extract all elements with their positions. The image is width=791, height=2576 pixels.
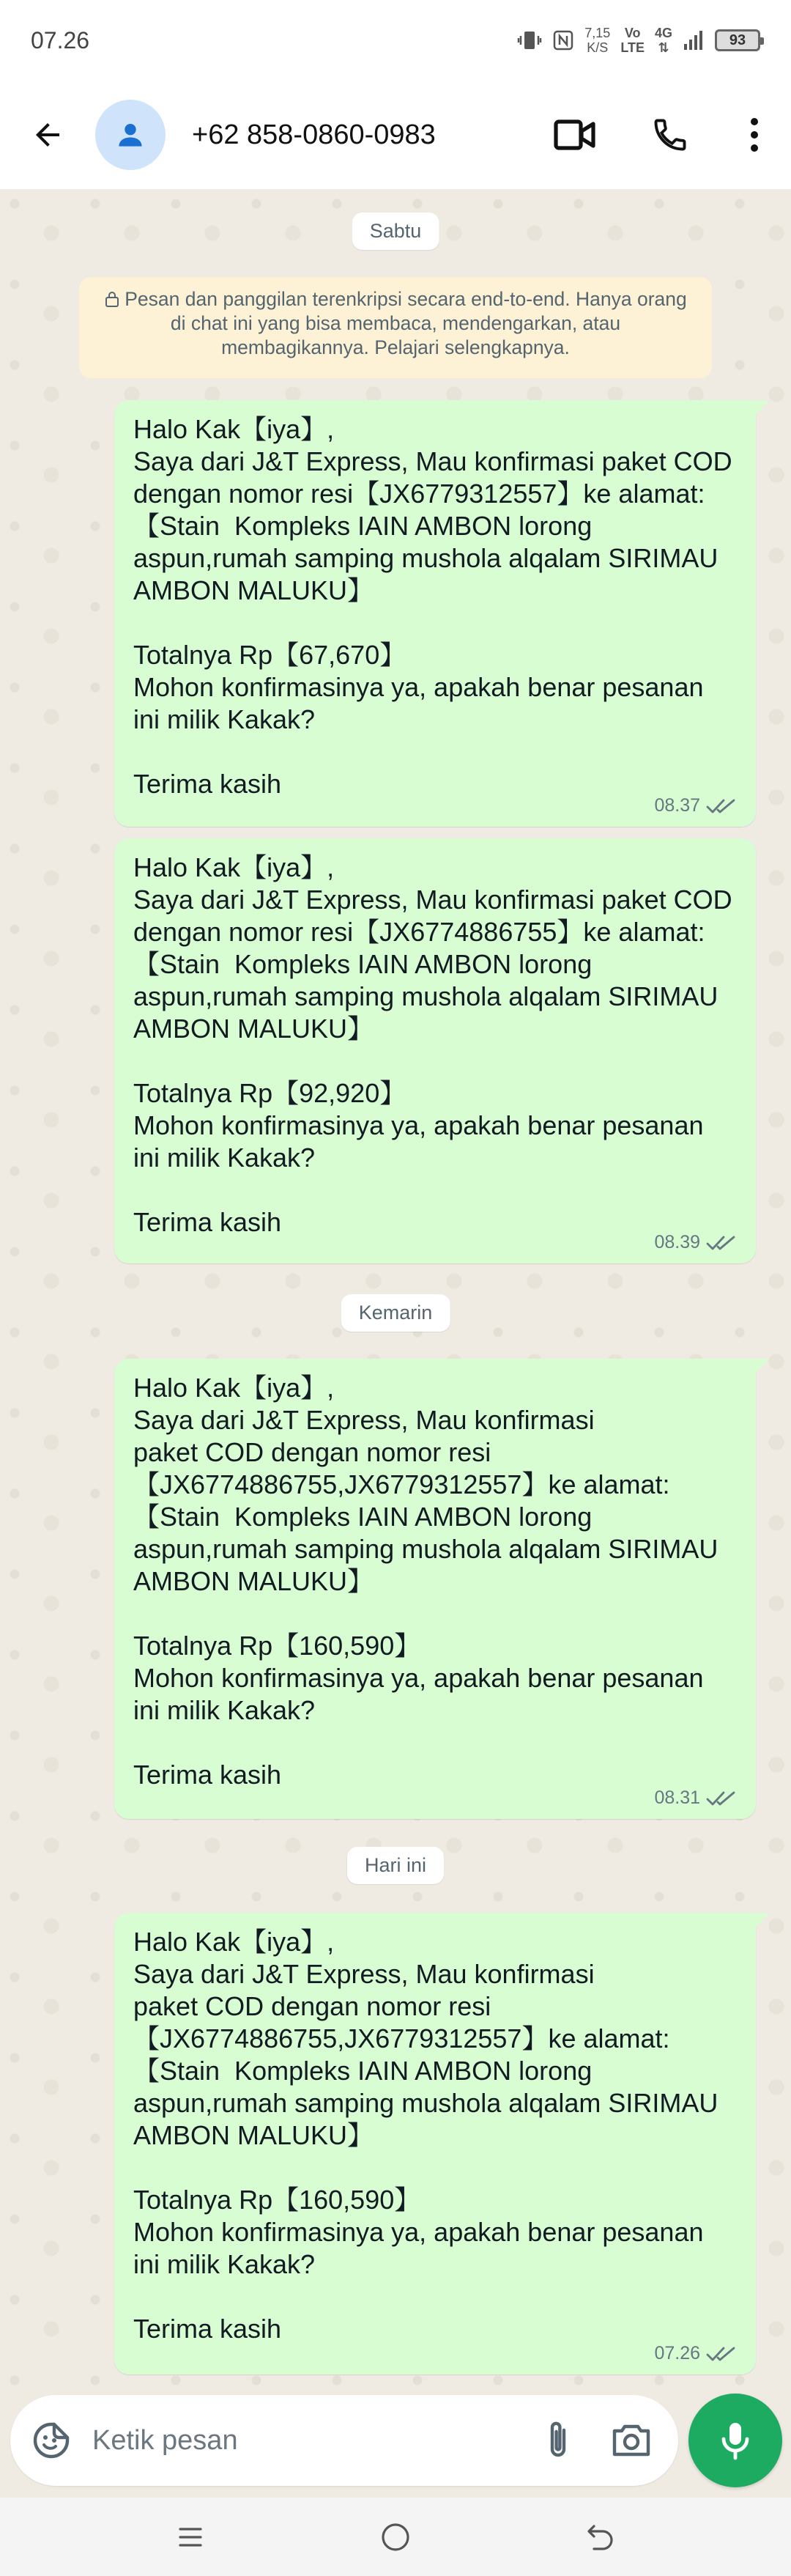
recent-apps-button[interactable] xyxy=(157,2504,223,2570)
volte-indicator xyxy=(620,26,645,55)
status-bar xyxy=(0,0,791,81)
signal-arrows: ⇅ xyxy=(658,40,669,55)
double-check-icon xyxy=(706,1234,738,1252)
message-composer xyxy=(10,2395,678,2486)
date-chip: Hari ini xyxy=(347,1847,444,1884)
message-time: 08.39 xyxy=(654,1232,700,1252)
system-navigation-bar xyxy=(0,2498,791,2576)
more-options-button[interactable] xyxy=(718,81,791,189)
message-time: 08.37 xyxy=(654,795,700,816)
message-meta xyxy=(654,1232,738,1253)
lock-icon xyxy=(104,290,120,308)
back-button[interactable] xyxy=(0,81,95,189)
avatar[interactable] xyxy=(95,100,166,170)
arrow-left-icon xyxy=(30,117,65,152)
chat-area[interactable] xyxy=(0,189,791,2395)
person-icon xyxy=(114,119,146,151)
message-meta xyxy=(654,2343,738,2364)
input-bar xyxy=(0,2395,791,2498)
network-label: 4G xyxy=(654,26,672,40)
status-time: 07.26 xyxy=(31,26,90,53)
chat-header xyxy=(0,81,791,189)
message-text: Halo Kak【iya】, Saya dari J&T Express, Mau konfirmasi paket COD dengan nomor resi【JX6779312557】ke alamat: 【Stain Kompleks IAIN AMBON lorong aspun,rumah samping mushola alqalam SIRIMAU AMBON MALUKU】 Totalnya Rp【67,670】 Mohon konfirmasinya ya, apakah benar pesanan ini milik Kakak? Terima kasih xyxy=(133,414,732,799)
net-speed-unit: K/S xyxy=(587,40,609,55)
volte-top: Vo xyxy=(624,26,641,40)
attach-button[interactable] xyxy=(521,2395,595,2486)
message-text: Halo Kak【iya】, Saya dari J&T Express, Mau konfirmasi paket COD dengan nomor resi【JX6774886755】ke alamat: 【Stain Kompleks IAIN AMBON lorong aspun,rumah samping mushola alqalam SIRIMAU AMBON MALUKU】 Totalnya Rp【92,920】 Mohon konfirmasinya ya, apakah benar pesanan ini milik Kakak? Terima kasih xyxy=(133,852,732,1237)
status-icons xyxy=(517,26,760,55)
video-camera-icon xyxy=(554,118,596,152)
message-bubble[interactable] xyxy=(114,838,756,1263)
network-type xyxy=(655,26,672,55)
message-text: Halo Kak【iya】, Saya dari J&T Express, Mau konfirmasi paket COD dengan nomor resi 【JX6774886755,JX6779312557】ke alamat: 【Stain Kompleks IAIN AMBON lorong aspun,rumah samping mushola alqalam SIRIMAU AMBON MALUKU】 Totalnya Rp【160,590】 Mohon konfirmasinya ya, apakah benar pesanan ini milik Kakak? Terima kasih xyxy=(133,1373,718,1790)
voice-call-button[interactable] xyxy=(623,81,718,189)
net-speed-value: 7,15 xyxy=(584,26,611,40)
net-speed xyxy=(584,26,610,55)
microphone-icon xyxy=(718,2420,753,2461)
home-circle-icon xyxy=(380,2522,411,2553)
double-check-icon xyxy=(706,1790,738,1807)
message-meta xyxy=(654,1787,738,1809)
paperclip-icon xyxy=(545,2420,571,2461)
double-check-icon xyxy=(706,797,738,815)
double-check-icon xyxy=(706,2345,738,2363)
message-meta xyxy=(654,795,738,816)
more-vertical-icon xyxy=(749,117,760,153)
back-nav-button[interactable] xyxy=(568,2504,634,2570)
phone-icon xyxy=(651,116,689,154)
camera-button[interactable] xyxy=(595,2395,668,2486)
message-input[interactable] xyxy=(92,2425,521,2457)
back-arrow-icon xyxy=(585,2522,616,2553)
sticker-icon xyxy=(31,2420,72,2461)
message-time: 07.26 xyxy=(654,2343,700,2363)
signal-icon xyxy=(683,29,705,51)
encryption-notice[interactable] xyxy=(79,277,712,378)
message-time: 08.31 xyxy=(654,1787,700,1808)
nfc-icon xyxy=(552,29,574,51)
volte-bottom: LTE xyxy=(620,40,645,55)
message-bubble[interactable] xyxy=(114,1913,756,2374)
contact-name[interactable]: +62 858-0860-0983 xyxy=(192,119,436,150)
message-bubble[interactable] xyxy=(114,1359,756,1819)
home-button[interactable] xyxy=(363,2504,428,2570)
video-call-button[interactable] xyxy=(527,81,623,189)
battery-level: 93 xyxy=(729,32,746,48)
voice-message-button[interactable] xyxy=(688,2394,782,2487)
camera-icon xyxy=(610,2422,653,2459)
date-chip: Kemarin xyxy=(341,1294,450,1332)
encryption-notice-text: Pesan dan panggilan terenkripsi secara end-to-end. Hanya orang di chat ini yang bisa membaca, mendengarkan, atau membagikannya. Pelajari selengkapnya. xyxy=(125,288,687,358)
menu-lines-icon xyxy=(176,2523,205,2552)
sticker-button[interactable] xyxy=(10,2395,92,2486)
vibrate-icon xyxy=(517,29,542,51)
battery-icon xyxy=(715,29,760,51)
date-chip: Sabtu xyxy=(352,213,439,250)
message-bubble[interactable] xyxy=(114,400,756,827)
message-text: Halo Kak【iya】, Saya dari J&T Express, Mau konfirmasi paket COD dengan nomor resi 【JX6774886755,JX6779312557】ke alamat: 【Stain Kompleks IAIN AMBON lorong aspun,rumah samping mushola alqalam SIRIMAU AMBON MALUKU】 Totalnya Rp【160,590】 Mohon konfirmasinya ya, apakah benar pesanan ini milik Kakak? Terima kasih xyxy=(133,1927,718,2344)
